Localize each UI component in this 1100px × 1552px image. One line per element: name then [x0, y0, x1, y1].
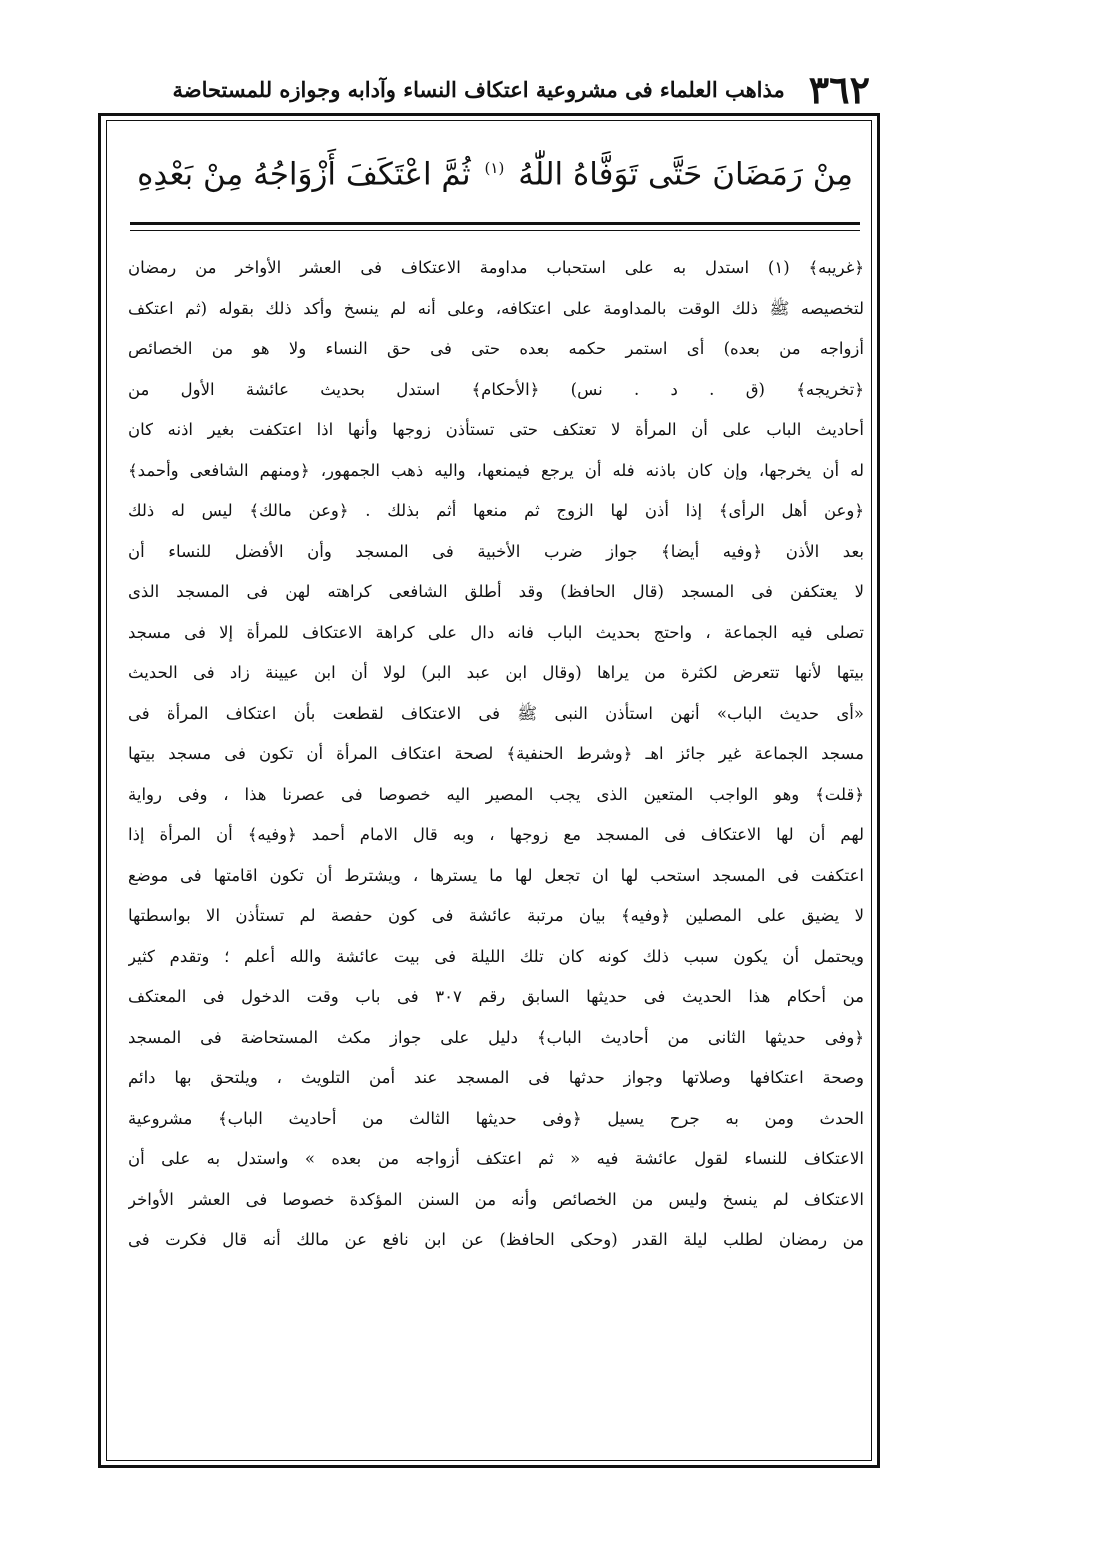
- footnote-marker: (١): [484, 159, 505, 177]
- commentary-line: لا يعتكفن فى المسجد (قال الحافظ) وقد أطلق الشافعى كراهته لهن فى المسجد الذى: [128, 582, 864, 601]
- commentary-line: بيتها لأنها تتعرض لكثرة من يراها (وقال ابن عبد البر) لولا أن ابن عيينة زاد فى الحديث: [128, 663, 864, 682]
- commentary-line: لهم أن لها الاعتكاف فى المسجد مع زوجها ، وبه قال الامام أحمد ﴿وفيه﴾ أن المرأة إذا: [128, 825, 864, 844]
- commentary-line: اعتكفت فى المسجد استحب لها ان تجعل لها ما يسترها ، ويشترط أن تكون اقامتها فى موضع: [128, 865, 864, 885]
- commentary-line: له أن يخرجها، وإن كان باذنه فله أن يرجع فيمنعها، واليه ذهب الجمهور، ﴿ومنهم الشافعى وأحمد﴾: [128, 460, 864, 480]
- hadith-text-part-2: ثُمَّ اعْتَكَفَ أَزْوَاجُهُ مِنْ بَعْدِهِ: [137, 156, 471, 193]
- commentary-line: لا يضيق على المصلين ﴿وفيه﴾ بيان مرتبة عائشة فى كون حفصة لم تستأذن الا بواسطتها: [128, 906, 864, 925]
- commentary-line: لتخصيصه ﷺ ذلك الوقت بالمداومة على اعتكافه، وعلى أنه لم ينسخ وأكد ذلك بقوله (ثم اعتكف: [128, 298, 864, 318]
- running-head: [160, 66, 870, 112]
- commentary-line: تصلى فيه الجماعة ، واحتج بحديث الباب فانه دال على كراهة الاعتكاف للمرأة إلا فى مسجد: [128, 622, 864, 642]
- commentary-block: [128, 248, 864, 1261]
- commentary-line: بعد الأذن ﴿وفيه أيضا﴾ جواز ضرب الأخبية فى المسجد وأن الأفضل للنساء أن: [128, 541, 864, 561]
- commentary-line: ﴿وفى حديثها الثانى من أحاديث الباب﴾ دليل على جواز مكث المستحاضة فى المسجد: [128, 1027, 864, 1047]
- commentary-line: الاعتكاف لم ينسخ وليس من الخصائص وأنه من السنن المؤكدة خصوصا فى العشر الأواخر: [128, 1189, 864, 1209]
- commentary-line: ﴿وعن أهل الرأى﴾ إذا أذن لها الزوج ثم منعها أثم بذلك . ﴿وعن مالك﴾ ليس له ذلك: [128, 501, 864, 520]
- commentary-line: من رمضان لطلب ليلة القدر (وحكى الحافظ) عن ابن نافع عن مالك أنه قال فكرت فى: [128, 1230, 864, 1249]
- commentary-line: الاعتكاف للنساء لقول عائشة فيه « ثم اعتكف أزواجه من بعده » واستدل به على أن: [128, 1149, 864, 1168]
- page-number: ٣٦٢: [808, 66, 870, 112]
- commentary-line: ويحتمل أن يكون سبب ذلك كونه كان تلك الليلة فى بيت عائشة والله أعلم ؛ وتقدم كثير: [128, 946, 864, 966]
- commentary-line: ﴿قلت﴾ وهو الواجب المتعين الذى يجب المصير اليه خصوصا فى عصرنا هذا ، وفى رواية: [128, 784, 864, 804]
- commentary-line: ﴿غريبه﴾ (١) استدل به على استحباب مداومة الاعتكاف فى العشر الأواخر من رمضان: [128, 258, 864, 277]
- separator-rule-thin: [130, 230, 860, 231]
- commentary-line: مسجد الجماعة غير جائز اهـ ﴿وشرط الحنفية﴾ لصحة اعتكاف المرأة أن تكون فى مسجد بيتها: [128, 744, 864, 763]
- commentary-line: من أحكام هذا الحديث فى حديثها السابق رقم ٣٠٧ فى باب وقت الدخول فى المعتكف: [128, 987, 864, 1006]
- running-title: مذاهب العلماء فى مشروعية اعتكاف النساء وآدابه وجوازه للمستحاضة: [172, 76, 785, 102]
- hadith-text-part-1: مِنْ رَمَضَانَ حَتَّى تَوَفَّاهُ اللّٰهُ: [518, 156, 853, 193]
- commentary-line: أحاديث الباب على أن المرأة لا تعتكف حتى تستأذن زوجها وأنها اذا اعتكفت بغير اذنه كان: [128, 420, 864, 439]
- commentary-line: وصحة اعتكافها وصلاتها وجواز حدثها فى المسجد عند أمن التلويث ، ويلتحق بها دائم: [128, 1068, 864, 1087]
- hadith-text: [130, 138, 860, 198]
- commentary-line: ﴿تخريجه﴾ (ق . د . نس) ﴿الأحكام﴾ استدل بحديث عائشة الأول من: [128, 379, 864, 399]
- commentary-line: «أى حديث الباب» أنهن استأذن النبى ﷺ فى الاعتكاف لقطعت بأن اعتكاف المرأة فى: [128, 703, 864, 723]
- separator-rule-thick: [130, 222, 860, 225]
- commentary-line: أزواجه من بعده) أى استمر حكمه بعده حتى فى حق النساء ولا هو من الخصائص: [128, 339, 864, 358]
- commentary-line: الحدث ومن به جرح يسيل ﴿وفى حديثها الثالث من أحاديث الباب﴾ مشروعية: [128, 1108, 864, 1128]
